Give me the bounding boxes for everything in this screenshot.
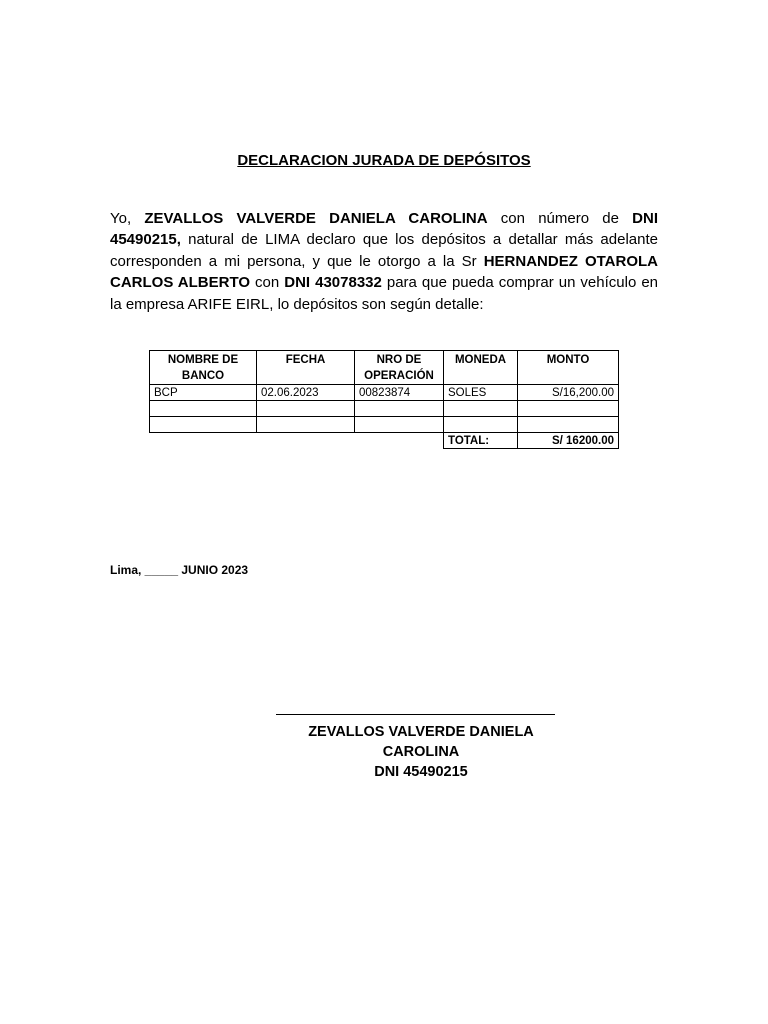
authorized-dni: DNI 43078332: [284, 274, 382, 292]
header-operation: NRO DE OPERACIÓN: [355, 351, 444, 385]
header-date: FECHA: [257, 351, 355, 385]
document-title: DECLARACION JURADA DE DEPÓSITOS: [237, 152, 531, 169]
total-value: S/ 16200.00: [518, 433, 619, 449]
cell-amount: S/16,200.00: [518, 385, 619, 401]
empty-cell: [257, 433, 355, 449]
para-text-3: natural de LIMA declaro que los depósitos a detallar más adelante corresponden a mi persona, y que le otorgo a la Sr: [110, 231, 658, 270]
cell-bank: BCP: [150, 385, 257, 401]
para-text-2: con número de: [487, 210, 633, 227]
table-row: [150, 385, 619, 401]
cell-bank: [150, 401, 257, 417]
declaration-paragraph: [110, 208, 658, 315]
cell-operation: [355, 401, 444, 417]
cell-amount: [518, 417, 619, 433]
cell-operation: 00823874: [355, 385, 444, 401]
header-currency: MONEDA: [444, 351, 518, 385]
table-row: [150, 401, 619, 417]
cell-currency: SOLES: [444, 385, 518, 401]
signature-block: [296, 722, 546, 782]
para-text-1: Yo,: [110, 210, 145, 227]
table-row: [150, 417, 619, 433]
empty-cell: [355, 433, 444, 449]
header-bank: NOMBRE DE BANCO: [150, 351, 257, 385]
para-text-5: para que pueda comprar un vehículo en la empresa ARIFE EIRL, lo depósitos son según detalle:: [110, 274, 658, 313]
signature-dni: DNI 45490215: [374, 764, 468, 780]
cell-operation: [355, 417, 444, 433]
cell-date: [257, 417, 355, 433]
cell-amount: [518, 401, 619, 417]
declarant-dni: DNI 45490215,: [110, 210, 658, 249]
declarant-name: ZEVALLOS VALVERDE DANIELA CAROLINA: [144, 210, 488, 227]
table-header-row: [150, 351, 619, 385]
place-date: Lima, _____ JUNIO 2023: [110, 563, 249, 577]
cell-currency: [444, 417, 518, 433]
cell-date: 02.06.2023: [257, 385, 355, 401]
total-label: TOTAL:: [444, 433, 518, 449]
authorized-name: HERNANDEZ OTAROLA CARLOS ALBERTO: [110, 252, 658, 292]
cell-date: [257, 401, 355, 417]
total-row: [150, 433, 619, 449]
signature-line: [276, 714, 555, 715]
cell-currency: [444, 401, 518, 417]
signature-name-line1: ZEVALLOS VALVERDE DANIELA: [308, 724, 534, 740]
cell-bank: [150, 417, 257, 433]
empty-cell: [150, 433, 257, 449]
deposits-table: [149, 350, 619, 449]
signature-name-line2: CAROLINA: [382, 744, 460, 760]
para-text-4: con: [250, 274, 285, 292]
header-amount: MONTO: [518, 351, 619, 385]
